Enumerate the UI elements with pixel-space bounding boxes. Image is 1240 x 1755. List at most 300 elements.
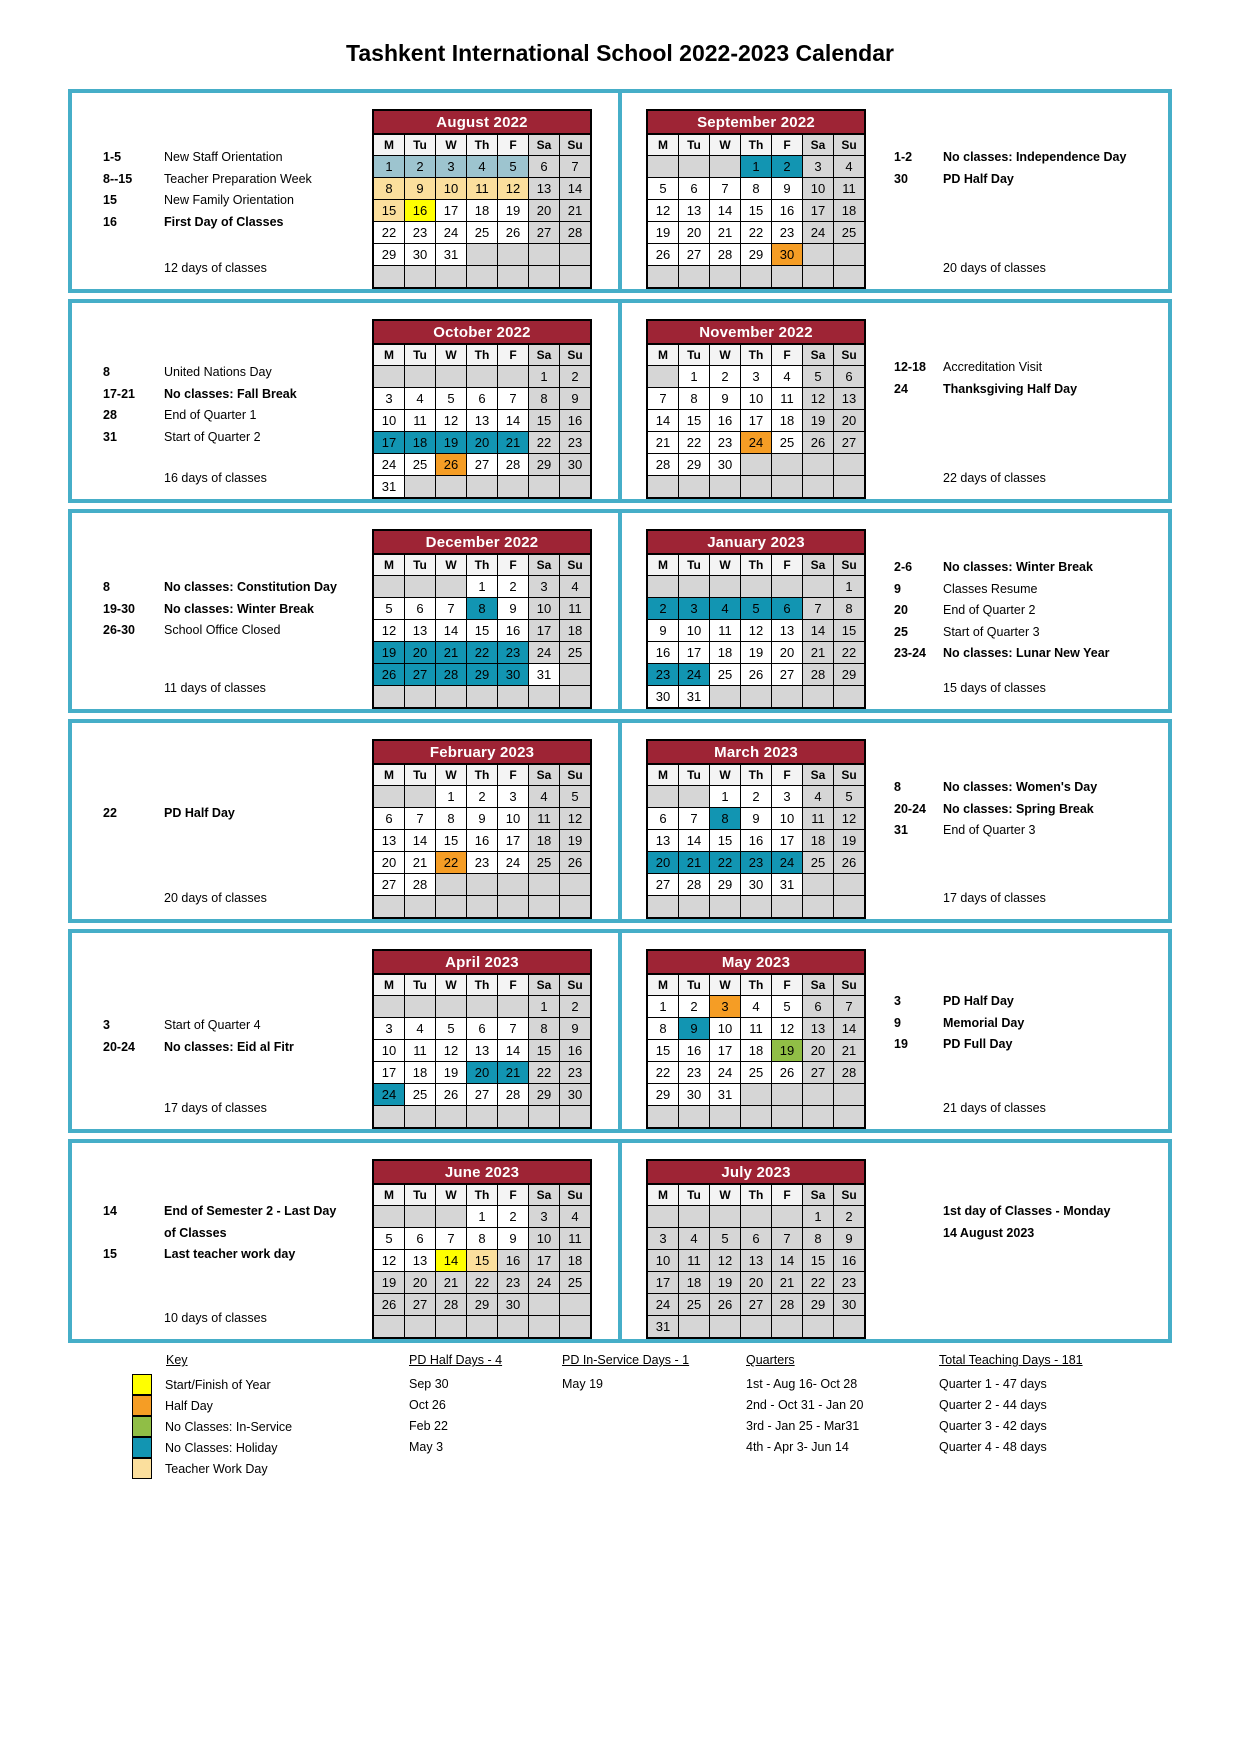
day-cell: 1	[467, 576, 498, 598]
day-cell: 3	[529, 576, 560, 598]
day-cell: 2	[498, 576, 529, 598]
day-cell: 15	[710, 830, 741, 852]
day-cell: 23	[741, 852, 772, 874]
day-cell: 6	[467, 1018, 498, 1040]
week-row	[647, 432, 865, 454]
empty-day-cell	[741, 454, 772, 476]
key-column-entry: 2nd - Oct 31 - Jan 20	[746, 1398, 864, 1412]
note-row	[103, 603, 374, 617]
empty-day-cell	[373, 266, 405, 289]
day-cell: 11	[772, 388, 803, 410]
month-calendar-august-2022	[372, 109, 592, 289]
day-cell: 19	[436, 432, 467, 454]
day-cell: 17	[710, 1040, 741, 1062]
day-cell: 1	[529, 366, 560, 388]
day-cell: 6	[772, 598, 803, 620]
empty-day-cell	[741, 266, 772, 289]
day-cell: 10	[373, 1040, 405, 1062]
day-cell: 9	[560, 388, 592, 410]
empty-day-cell	[834, 1084, 866, 1106]
day-cell: 5	[373, 1228, 405, 1250]
month-title: April 2023	[373, 950, 591, 974]
day-cell: 19	[741, 642, 772, 664]
day-cell: 31	[710, 1084, 741, 1106]
day-header-f: F	[772, 344, 803, 366]
day-cell: 30	[560, 1084, 592, 1106]
section-left-half	[72, 933, 618, 1129]
day-cell: 3	[679, 598, 710, 620]
empty-day-cell	[405, 476, 436, 499]
note-row	[103, 1205, 374, 1240]
day-cell: 11	[529, 808, 560, 830]
note-text: Classes Resume	[943, 581, 1038, 596]
day-cell: 20	[679, 222, 710, 244]
day-cell: 6	[405, 598, 436, 620]
note-dates: 25	[894, 624, 908, 639]
day-cell: 3	[647, 1228, 679, 1250]
day-header-m: M	[373, 344, 405, 366]
key-item	[132, 1458, 292, 1479]
empty-day-cell	[529, 266, 560, 289]
week-row	[647, 178, 865, 200]
day-cell: 21	[436, 642, 467, 664]
day-cell: 18	[710, 642, 741, 664]
note-text: Thanksgiving Half Day	[943, 381, 1078, 396]
note-row	[894, 626, 1153, 640]
day-cell: 31	[772, 874, 803, 896]
note-dates: 8	[103, 365, 110, 379]
day-header-su: Su	[560, 974, 592, 996]
day-cell: 26	[560, 852, 592, 874]
days-of-classes-left: 17 days of classes	[164, 1101, 267, 1115]
month-title: December 2022	[373, 530, 591, 554]
day-cell: 9	[772, 178, 803, 200]
week-row	[373, 1228, 591, 1250]
empty-day-cell	[834, 686, 866, 709]
empty-day-cell	[467, 996, 498, 1018]
note-text: No classes: Constitution Day	[164, 580, 337, 594]
day-cell: 11	[741, 1018, 772, 1040]
day-cell: 21	[560, 200, 592, 222]
empty-day-cell	[498, 896, 529, 919]
key-swatch	[132, 1395, 152, 1416]
day-cell: 6	[741, 1228, 772, 1250]
week-row	[373, 874, 591, 896]
note-dates: 8	[894, 780, 901, 794]
empty-day-cell	[834, 244, 866, 266]
month-title-row	[647, 110, 865, 134]
day-cell: 20	[772, 642, 803, 664]
day-cell: 19	[436, 1062, 467, 1084]
note-text: No classes: Fall Break	[164, 386, 297, 401]
day-header-row	[647, 974, 865, 996]
day-cell: 14	[498, 1040, 529, 1062]
day-cell: 1	[647, 996, 679, 1018]
day-cell: 25	[405, 1084, 436, 1106]
week-row	[647, 1040, 865, 1062]
day-cell: 19	[803, 410, 834, 432]
day-header-sa: Sa	[803, 974, 834, 996]
day-cell: 28	[436, 664, 467, 686]
empty-day-cell	[436, 1206, 467, 1228]
month-title: January 2023	[647, 530, 865, 554]
note-row	[894, 995, 1153, 1009]
week-row	[647, 576, 865, 598]
day-cell: 22	[529, 1062, 560, 1084]
notes-list	[103, 581, 374, 646]
day-cell: 27	[405, 1294, 436, 1316]
day-cell: 26	[647, 244, 679, 266]
day-cell: 28	[405, 874, 436, 896]
month-calendar-july-2023	[646, 1159, 866, 1339]
day-header-row	[373, 344, 591, 366]
key-swatch	[132, 1416, 152, 1437]
note-dates: 2-6	[894, 560, 913, 574]
day-header-tu: Tu	[679, 764, 710, 786]
empty-day-cell	[373, 1316, 405, 1339]
empty-day-cell	[436, 366, 467, 388]
day-header-th: Th	[741, 134, 772, 156]
week-row	[647, 686, 865, 709]
day-cell: 23	[498, 1272, 529, 1294]
note-text: PD Half Day	[164, 806, 235, 820]
notes-list	[894, 1205, 1153, 1248]
day-cell: 11	[803, 808, 834, 830]
note-text: Accreditation Visit	[943, 360, 1043, 374]
week-row	[373, 432, 591, 454]
day-cell: 23	[560, 432, 592, 454]
note-text: Start of Quarter 4	[164, 1018, 261, 1032]
empty-day-cell	[679, 1316, 710, 1339]
day-cell: 4	[560, 1206, 592, 1228]
empty-day-cell	[679, 1206, 710, 1228]
day-cell: 19	[834, 830, 866, 852]
day-cell: 24	[373, 454, 405, 476]
day-header-w: W	[710, 764, 741, 786]
day-cell: 8	[467, 1228, 498, 1250]
day-cell: 26	[373, 664, 405, 686]
day-header-tu: Tu	[405, 344, 436, 366]
empty-day-cell	[436, 1316, 467, 1339]
day-cell: 17	[647, 1272, 679, 1294]
week-row	[373, 1084, 591, 1106]
note-row	[894, 561, 1153, 575]
day-cell: 16	[560, 410, 592, 432]
empty-day-cell	[834, 1106, 866, 1129]
month-title-row	[373, 950, 591, 974]
month-title: July 2023	[647, 1160, 865, 1184]
day-header-row	[373, 974, 591, 996]
day-cell: 14	[436, 1250, 467, 1272]
empty-day-cell	[803, 576, 834, 598]
key-item-label: No Classes: In-Service	[165, 1419, 293, 1434]
empty-day-cell	[710, 1316, 741, 1339]
empty-day-cell	[741, 1316, 772, 1339]
day-cell: 30	[560, 454, 592, 476]
empty-day-cell	[647, 366, 679, 388]
day-cell: 9	[710, 388, 741, 410]
day-cell: 15	[741, 200, 772, 222]
day-cell: 11	[405, 410, 436, 432]
day-cell: 18	[560, 1250, 592, 1272]
day-cell: 30	[741, 874, 772, 896]
empty-day-cell	[803, 1084, 834, 1106]
week-row	[373, 598, 591, 620]
day-cell: 24	[373, 1084, 405, 1106]
empty-day-cell	[529, 244, 560, 266]
key-column-title: PD In-Service Days - 1	[562, 1353, 690, 1367]
month-title: August 2022	[373, 110, 591, 134]
day-header-sa: Sa	[803, 1184, 834, 1206]
day-cell: 1	[834, 576, 866, 598]
note-dates: 19-30	[103, 601, 135, 616]
day-cell: 3	[529, 1206, 560, 1228]
empty-day-cell	[529, 1106, 560, 1129]
empty-day-cell	[710, 476, 741, 499]
notes-list	[103, 1019, 374, 1062]
day-cell: 8	[710, 808, 741, 830]
day-header-f: F	[772, 764, 803, 786]
key-block	[0, 1353, 1240, 1513]
note-dates: 14	[103, 1204, 117, 1218]
day-cell: 1	[436, 786, 467, 808]
day-cell: 7	[560, 156, 592, 178]
month-title: October 2022	[373, 320, 591, 344]
day-cell: 4	[741, 996, 772, 1018]
day-cell: 6	[803, 996, 834, 1018]
empty-day-cell	[710, 266, 741, 289]
note-text: No classes: Winter Break	[943, 560, 1093, 574]
day-cell: 7	[803, 598, 834, 620]
day-header-row	[373, 764, 591, 786]
day-cell: 20	[529, 200, 560, 222]
day-cell: 16	[498, 620, 529, 642]
day-header-su: Su	[560, 344, 592, 366]
day-cell: 15	[529, 1040, 560, 1062]
empty-day-cell	[498, 1106, 529, 1129]
day-cell: 12	[560, 808, 592, 830]
week-row	[373, 1250, 591, 1272]
day-cell: 27	[529, 222, 560, 244]
days-of-classes-left: 20 days of classes	[164, 891, 267, 905]
empty-day-cell	[467, 686, 498, 709]
empty-day-cell	[436, 266, 467, 289]
day-cell: 12	[436, 1040, 467, 1062]
empty-day-cell	[467, 896, 498, 919]
day-cell: 5	[436, 1018, 467, 1040]
week-row	[647, 620, 865, 642]
day-header-tu: Tu	[405, 764, 436, 786]
week-row	[373, 1272, 591, 1294]
day-cell: 25	[679, 1294, 710, 1316]
day-cell: 30	[647, 686, 679, 709]
note-dates: 28	[103, 408, 117, 422]
day-cell: 27	[373, 874, 405, 896]
day-header-row	[647, 554, 865, 576]
note-dates: 12-18	[894, 360, 926, 374]
key-column-entry: Feb 22	[409, 1419, 448, 1433]
key-column-entry: Quarter 3 - 42 days	[939, 1419, 1047, 1433]
week-row	[647, 476, 865, 499]
day-cell: 22	[373, 222, 405, 244]
days-of-classes-right: 17 days of classes	[943, 891, 1046, 905]
day-cell: 21	[679, 852, 710, 874]
day-cell: 15	[467, 620, 498, 642]
notes-list	[894, 361, 1153, 404]
day-cell: 25	[834, 222, 866, 244]
note-text: No classes: Winter Break	[164, 601, 314, 616]
empty-day-cell	[405, 896, 436, 919]
day-cell: 29	[529, 454, 560, 476]
empty-day-cell	[436, 896, 467, 919]
empty-day-cell	[647, 156, 679, 178]
key-column-4	[939, 1353, 1083, 1458]
day-cell: 13	[679, 200, 710, 222]
note-dates: 31	[103, 429, 117, 444]
notes-list	[103, 151, 374, 237]
week-row	[373, 454, 591, 476]
day-cell: 16	[772, 200, 803, 222]
month-calendar-november-2022	[646, 319, 866, 499]
day-cell: 25	[405, 454, 436, 476]
note-row	[103, 1248, 374, 1262]
day-cell: 23	[679, 1062, 710, 1084]
day-cell: 26	[373, 1294, 405, 1316]
day-cell: 2	[710, 366, 741, 388]
day-cell: 28	[436, 1294, 467, 1316]
month-title: March 2023	[647, 740, 865, 764]
day-cell: 17	[679, 642, 710, 664]
day-cell: 16	[647, 642, 679, 664]
note-row	[894, 1017, 1153, 1031]
section-right-half	[622, 1143, 1168, 1339]
empty-day-cell	[560, 244, 592, 266]
section-left-half	[72, 1143, 618, 1339]
day-header-th: Th	[467, 554, 498, 576]
week-row	[373, 476, 591, 499]
key-column-2	[562, 1353, 689, 1395]
week-row	[647, 1250, 865, 1272]
week-row	[647, 1062, 865, 1084]
empty-day-cell	[436, 576, 467, 598]
day-header-th: Th	[741, 344, 772, 366]
note-text: No classes: Spring Break	[943, 801, 1094, 816]
key-item-label: No Classes: Holiday	[165, 1440, 278, 1455]
key-item-label: Half Day	[165, 1398, 213, 1413]
day-cell: 9	[498, 1228, 529, 1250]
day-cell: 22	[467, 1272, 498, 1294]
day-cell: 19	[373, 642, 405, 664]
day-cell: 6	[467, 388, 498, 410]
day-header-f: F	[498, 974, 529, 996]
month-title-row	[647, 740, 865, 764]
day-cell: 18	[772, 410, 803, 432]
day-cell: 13	[373, 830, 405, 852]
day-cell: 20	[803, 1040, 834, 1062]
day-cell: 14	[436, 620, 467, 642]
week-row	[647, 830, 865, 852]
note-dates: 15	[103, 1247, 117, 1261]
day-cell: 23	[710, 432, 741, 454]
week-row	[373, 830, 591, 852]
day-header-tu: Tu	[679, 344, 710, 366]
note-text: No classes: Eid al Fitr	[164, 1039, 294, 1054]
calendar-section-2	[68, 299, 1172, 503]
week-row	[647, 1316, 865, 1339]
day-cell: 23	[647, 664, 679, 686]
days-of-classes-left: 10 days of classes	[164, 1311, 267, 1325]
month-title-row	[373, 530, 591, 554]
note-dates: 3	[894, 994, 901, 1008]
day-cell: 10	[647, 1250, 679, 1272]
empty-day-cell	[772, 1106, 803, 1129]
week-row	[373, 664, 591, 686]
day-cell: 17	[529, 620, 560, 642]
day-cell: 8	[803, 1228, 834, 1250]
day-cell: 2	[467, 786, 498, 808]
calendar-section-1	[68, 89, 1172, 293]
week-row	[647, 642, 865, 664]
week-row	[373, 222, 591, 244]
empty-day-cell	[741, 1084, 772, 1106]
key-swatch	[132, 1437, 152, 1458]
day-header-tu: Tu	[405, 554, 436, 576]
day-cell: 1	[803, 1206, 834, 1228]
day-header-f: F	[772, 974, 803, 996]
day-header-th: Th	[741, 1184, 772, 1206]
day-header-m: M	[647, 134, 679, 156]
day-cell: 30	[498, 1294, 529, 1316]
week-row	[373, 996, 591, 1018]
empty-day-cell	[679, 156, 710, 178]
day-cell: 30	[498, 664, 529, 686]
day-cell: 1	[373, 156, 405, 178]
empty-day-cell	[647, 576, 679, 598]
day-cell: 21	[803, 642, 834, 664]
week-row	[647, 1294, 865, 1316]
day-cell: 7	[436, 1228, 467, 1250]
note-row	[103, 1041, 374, 1055]
day-cell: 28	[647, 454, 679, 476]
empty-day-cell	[373, 786, 405, 808]
empty-day-cell	[710, 896, 741, 919]
key-column-1	[409, 1353, 502, 1458]
day-cell: 25	[803, 852, 834, 874]
note-dates: 20	[894, 603, 908, 617]
notes-list	[894, 151, 1153, 194]
empty-day-cell	[834, 454, 866, 476]
day-cell: 30	[679, 1084, 710, 1106]
day-cell: 17	[803, 200, 834, 222]
note-text: United Nations Day	[164, 365, 272, 379]
empty-day-cell	[498, 366, 529, 388]
day-cell: 14	[560, 178, 592, 200]
day-cell: 13	[803, 1018, 834, 1040]
day-cell: 25	[741, 1062, 772, 1084]
day-cell: 8	[679, 388, 710, 410]
day-cell: 29	[467, 664, 498, 686]
note-dates: 9	[894, 1015, 901, 1030]
day-cell: 7	[498, 1018, 529, 1040]
days-of-classes-right: 15 days of classes	[943, 681, 1046, 695]
day-header-w: W	[710, 134, 741, 156]
day-cell: 27	[467, 454, 498, 476]
day-cell: 20	[405, 1272, 436, 1294]
empty-day-cell	[803, 1106, 834, 1129]
day-cell: 4	[679, 1228, 710, 1250]
empty-day-cell	[560, 664, 592, 686]
empty-day-cell	[772, 454, 803, 476]
